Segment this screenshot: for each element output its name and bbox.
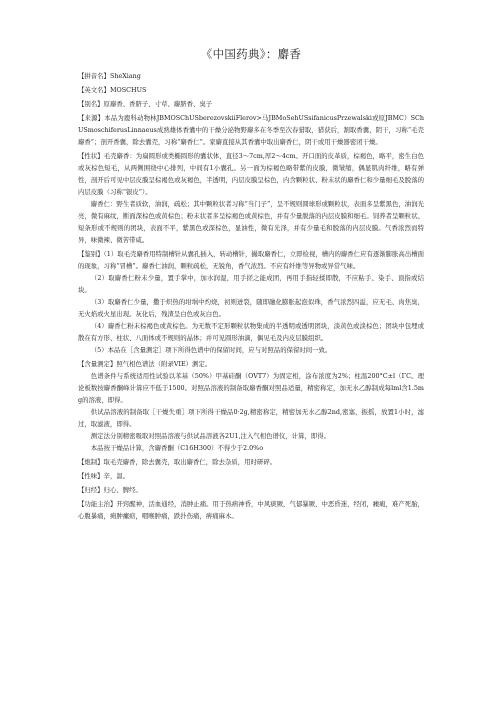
section-meridian: 【归经】归心、脾经。 bbox=[78, 486, 142, 494]
assay-method: 测定法分别精密吸取对照品溶液与供试品溶液各2U1,注入气相色谱仪，计算，即得。 bbox=[90, 432, 331, 440]
assay-test-solution: 供试品溶液的制备取［干燥失重］项下所得干燥品0·2g,精密称定，精密加无水乙醇2nd,密塞，振摇，放置1小时，滤过，取滤液，即得。 bbox=[78, 408, 424, 428]
paragraph-musk-kernel: 麝香仁：野生者质软，油润，疏松；其中颗粒状者习称“当门子”，呈不规则圆球形或颗粒状，表面多呈紫黑色，油润光亮，微有麻纹，断面深棕色或黄棕色；粉末状者多呈棕褐色或黄棕色，并有少量脱落的内层皮膜和细毛。饲养者呈颗粒状、短条形或不规则的团块，表面不平，紫黑色或深棕色，显油性，微有光泽，并有少量毛和脱落的内层皮膜。气香浓烈而特异，味微辣、微苦带咸。 bbox=[78, 200, 424, 244]
section-identification: 【鉴别】（1）取毛壳麝香用特制槽针从囊孔插入，转动槽针，撮取麝香仁，立即检视，槽内的麝香仁应有逐渐膨胀高出槽面的现象，习称“冒槽”。麝香仁油润，颗粒疏松，无锐角，香气浓烈。不应有纤维等异物或异常气味。 bbox=[78, 250, 424, 270]
section-processing: 【炮制】取毛壳麝香，除去囊壳，取出麝香仁，除去杂质，用时研碎。 bbox=[78, 458, 277, 466]
identification-item-5: （5）本品在［含量测定］项下所得色谱中的保留时间，应与对照品的保留时间一致。 bbox=[90, 346, 332, 354]
assay-chromatography: 色谱条件与系统适用性试验以苯基（50%）甲基硅酮（OVT7）为固定相，涂布浓度为2%；柱温200°C±l（ΓC。理论板数按麝香酮峰计算应不低于1500。对照品溶液的制备取麝香酮对照品适量，精密称定，加无水乙醇制成每lml含1.5mg的溶液，即得。 bbox=[78, 372, 424, 404]
section-pinyin: 【拼音名】SheXiang bbox=[78, 72, 141, 80]
section-functions: 【功能主治】开窍醒神，活血通经，消肿止痛。用于热病神昏，中风痰厥，气郁暴厥，中恶昏迷，经闭，癥瘕，难产死胎，心腹暴痛，痈肿瘰疬，咽喉肿痛，跌扑伤痛，痹痛麻木。 bbox=[78, 500, 424, 520]
section-english-name: 【英文名】MOSCHUS bbox=[78, 86, 147, 94]
section-characteristics: 【性状】毛壳麝香：为扁圆形或类椭圆形的囊状体，直径3～7cm,厚2～4cm。开口面的皮革质，棕褐色，略平，密生白色或灰棕色短毛，从两侧围绕中心排列，中间有1小囊孔。另一面为棕褐色略带紫的皮膜，微皱缩，偶显肌肉纤维，略有弹性，剖开后可见中层皮膜呈棕褐色或灰褐色，半透明，内层皮膜呈棕色，内含颗粒状、粉末状的麝香仁和少量细毛及脱落的内层皮膜（习称“银皮”）。 bbox=[78, 152, 424, 196]
identification-item-3: （3）取麝香仁少量，撒于炽热的坩埚中灼烧，初则迸裂，随即融化膨胀起泡似珠，香气浓烈四溢，应无毛、肉焦臭，无火焰或火星出现。灰化后，残渣呈白色或灰白色。 bbox=[78, 298, 424, 318]
assay-limit: 本品按干燥品计算，含麝香酮（C16H300）不得少于2.0%o bbox=[90, 444, 264, 452]
section-alias: 【别名】原麝香、香脐子、寸草、麝脐香、臭子 bbox=[78, 100, 213, 108]
identification-item-2: （2）取麝香仁粉末少量，置手掌中，加水润湿，用手搓之能成团，再用手指轻揉即散，不应粘手、染手、顶指或结块。 bbox=[78, 274, 424, 294]
identification-item-4: （4）麝香仁粉末棕褐色或黄棕色。为无数不定形颗粒状物集成的半透明或透明团块，淡黄色或淡棕色；团块中包埋或散在有方形、柱状、八面体或不规则的晶体；并可见圆形油滴，偶见毛及内皮层膜组织。 bbox=[78, 322, 424, 342]
document-page bbox=[78, 46, 424, 522]
section-assay: 【含量测定】照气相色谱法（附录VIE）测定。 bbox=[78, 360, 212, 368]
document-title: 《中国药典》：麝香 bbox=[200, 47, 302, 61]
section-source: 【来源】本品为鹿科动物林JBMOSChUSberezovskiiFlerov>马JBMoSehUSsifanicusPrzewalski或原JBMC）SChUSmoschiferusLinnaeus成熟雄体香囊中的干燥分泌物野麝多在冬季至次春猎取，猎获后，割取香囊，阴干，习称“毛壳麝香”；剖开香囊，除去囊壳，习称“麝香仁”。家麝直接从其香囊中取出麝香仁，阴干或用干燥器密闭干燥。 bbox=[78, 114, 424, 146]
section-nature-taste: 【性味】辛，温。 bbox=[78, 472, 130, 480]
